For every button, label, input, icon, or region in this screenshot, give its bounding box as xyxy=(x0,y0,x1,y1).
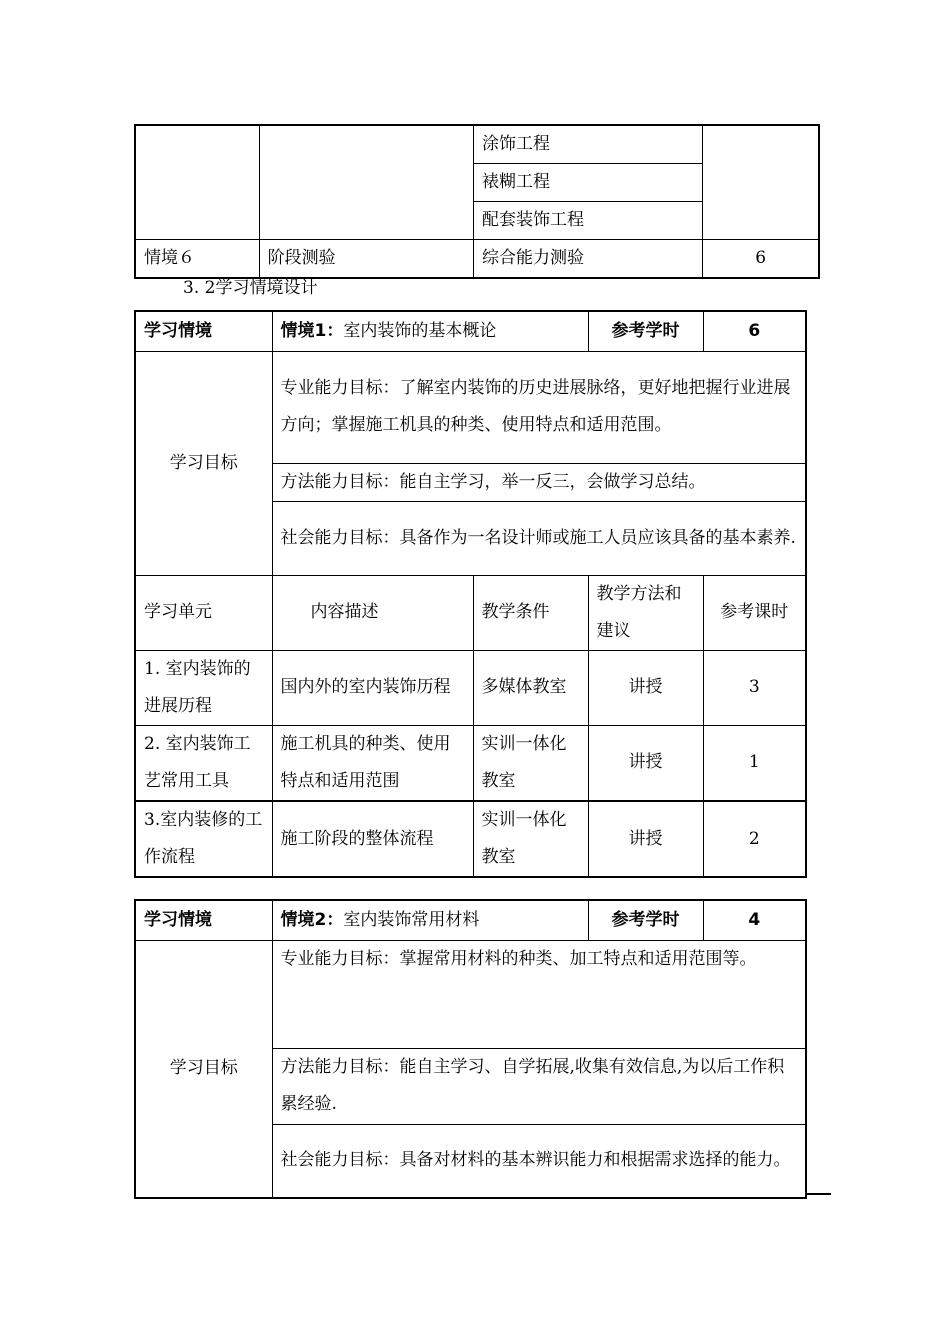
situation-title xyxy=(272,900,588,940)
hours-cell: 3 xyxy=(703,650,806,725)
table-row xyxy=(135,725,806,801)
unit-cell: 1. 室内装饰的进展历程 xyxy=(135,650,272,725)
situation1-table xyxy=(134,310,807,878)
table-row xyxy=(135,940,806,1048)
plan-table-continued xyxy=(134,124,820,279)
situation-label: 学习情境 xyxy=(135,900,272,940)
table-cell xyxy=(703,125,819,240)
goal-professional: 专业能力目标：掌握常用材料的种类、加工特点和适用范围等。 xyxy=(272,940,806,1048)
situation2-table xyxy=(134,899,807,1199)
goal-method: 方法能力目标：能自主学习、自学拓展,收集有效信息,为以后工作积累经验. xyxy=(272,1048,806,1124)
goal-label: 学习目标 xyxy=(135,940,272,1198)
hours-cell: 2 xyxy=(703,801,806,877)
table-row xyxy=(135,351,806,463)
goal-social: 社会能力目标：具备对材料的基本辨识能力和根据需求选择的能力。 xyxy=(272,1124,806,1198)
table-row xyxy=(135,650,806,725)
table-row xyxy=(135,575,806,650)
situation-title-text: 室内装饰常用材料 xyxy=(343,909,480,930)
situation-title-text: 室内装饰的基本概论 xyxy=(343,320,497,341)
goal-professional: 专业能力目标：了解室内装饰的历史进展脉络，更好地把握行业进展方向；掌握施工机具的种类、使用特点和适用范围。 xyxy=(272,351,806,463)
goal-social: 社会能力目标：具备作为一名设计师或施工人员应该具备的基本素养. xyxy=(272,501,806,575)
table-cell xyxy=(259,125,473,240)
table-cell xyxy=(135,125,259,240)
column-header: 学习单元 xyxy=(135,575,272,650)
table-border-tail xyxy=(805,1193,831,1195)
table-cell: 情境６ xyxy=(135,240,259,279)
column-header: 参考课时 xyxy=(703,575,806,650)
cond-cell: 实训一体化教室 xyxy=(473,725,588,801)
desc-cell: 施工阶段的整体流程 xyxy=(272,801,473,877)
method-cell: 讲授 xyxy=(588,725,703,801)
situation-title-prefix: 情境2： xyxy=(280,909,344,930)
desc-cell: 施工机具的种类、使用特点和适用范围 xyxy=(272,725,473,801)
unit-cell: 3.室内装修的工作流程 xyxy=(135,801,272,877)
table-row xyxy=(135,240,819,279)
method-cell: 讲授 xyxy=(588,650,703,725)
table-cell: 裱糊工程 xyxy=(473,164,702,202)
ref-hours-label: 参考学时 xyxy=(588,900,703,940)
table-cell: 综合能力测验 xyxy=(473,240,702,279)
table-row xyxy=(135,125,819,164)
column-header: 内容描述 xyxy=(272,575,473,650)
table-cell: 配套装饰工程 xyxy=(473,202,702,240)
goal-label: 学习目标 xyxy=(135,351,272,575)
situation-title-prefix: 情境1： xyxy=(280,320,344,341)
table-cell: 涂饰工程 xyxy=(473,125,702,164)
ref-hours-label: 参考学时 xyxy=(588,311,703,351)
method-cell: 讲授 xyxy=(588,801,703,877)
table-cell: 6 xyxy=(703,240,819,279)
table-row xyxy=(135,801,806,877)
ref-hours-value: 6 xyxy=(703,311,806,351)
ref-hours-value: 4 xyxy=(703,900,806,940)
situation-label: 学习情境 xyxy=(135,311,272,351)
goal-method: 方法能力目标：能自主学习，举一反三，会做学习总结。 xyxy=(272,463,806,501)
cond-cell: 实训一体化教室 xyxy=(473,801,588,877)
section-title: 3. 2学习情境设计 xyxy=(183,278,318,298)
table-row xyxy=(135,900,806,940)
table-row xyxy=(135,311,806,351)
table-cell: 阶段测验 xyxy=(259,240,473,279)
desc-cell: 国内外的室内装饰历程 xyxy=(272,650,473,725)
unit-cell: 2. 室内装饰工艺常用工具 xyxy=(135,725,272,801)
column-header: 教学条件 xyxy=(473,575,588,650)
situation-title xyxy=(272,311,588,351)
column-header: 教学方法和建议 xyxy=(588,575,703,650)
cond-cell: 多媒体教室 xyxy=(473,650,588,725)
hours-cell: 1 xyxy=(703,725,806,801)
